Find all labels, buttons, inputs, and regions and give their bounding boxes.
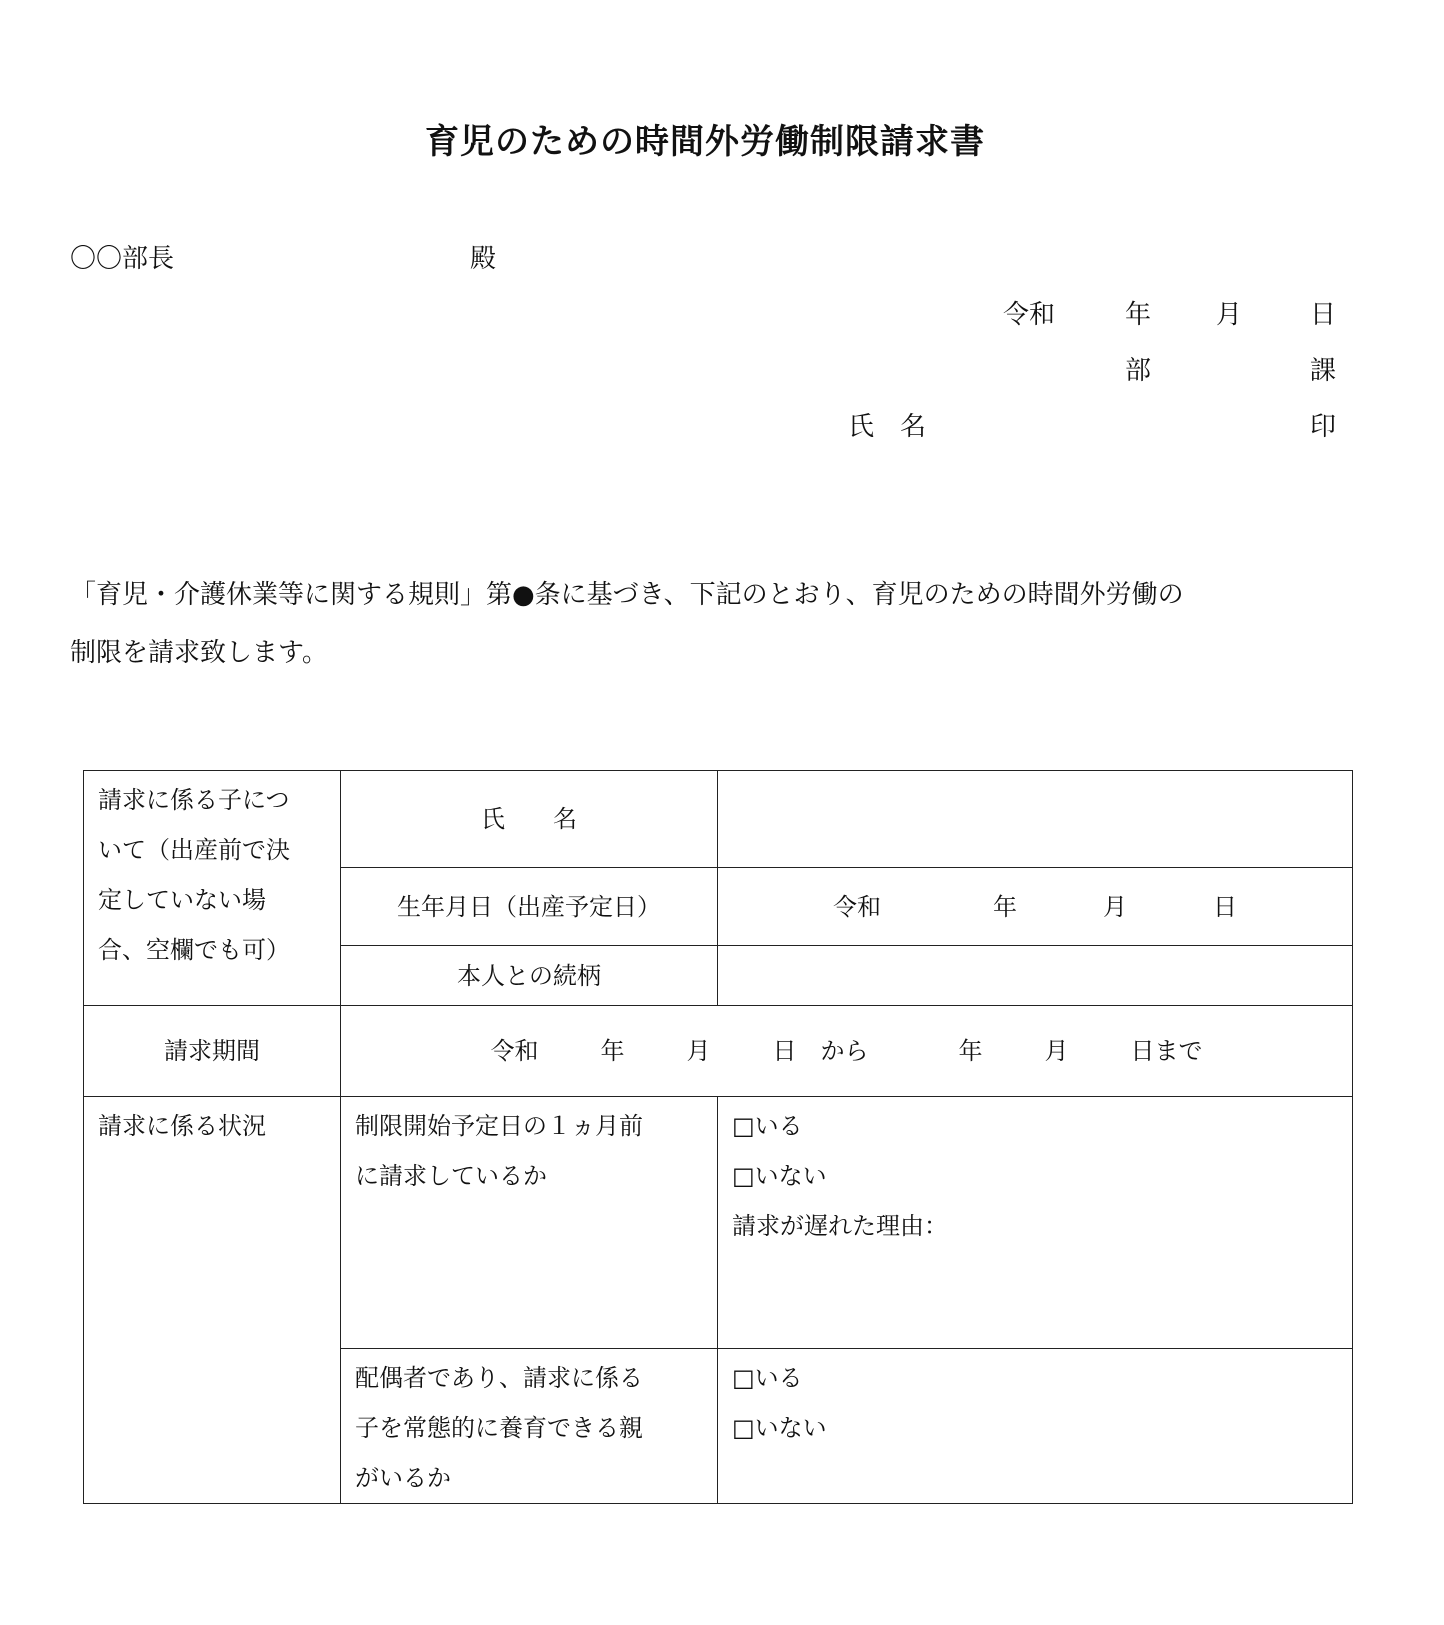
date-year: 年 [1125,300,1152,330]
q1-answer-cell [718,1097,1353,1349]
body-text-line2: 制限を請求致します。 [70,638,328,668]
situation-label: 請求に係る状況 [84,1097,341,1504]
q2-yes-checkbox[interactable]: □いる [732,1364,803,1392]
birth-year: 年 [993,892,1017,921]
child-name-label: 氏 名 [341,771,718,868]
q1-no-checkbox[interactable]: □いない [732,1162,827,1190]
q1-line: 制限開始予定日の１ヵ月前 [355,1112,643,1140]
period-year2: 年 [958,1037,983,1065]
addressee: 〇〇部長 [70,244,175,274]
period-until: 日まで [1130,1037,1203,1065]
q1-line: に請求しているか [355,1162,547,1190]
q2-line: 子を常態的に養育できる親 [355,1414,643,1442]
q2-label-cell [341,1349,718,1504]
birthdate-label: 生年月日（出産予定日） [341,868,718,946]
period-label: 請求期間 [84,1006,341,1097]
q1-yes-checkbox[interactable]: □いる [732,1112,803,1140]
period-era: 令和 [490,1037,539,1065]
q1-reason-label: 請求が遅れた理由： [732,1212,948,1240]
q2-no-checkbox[interactable]: □いない [732,1414,827,1442]
applicant-dept: 部 [1125,356,1152,386]
period-field[interactable] [341,1006,1353,1097]
date-month: 月 [1216,300,1243,330]
child-header-line: 請求に係る子につ [98,786,290,814]
period-from: から [820,1037,869,1065]
seal-mark: 印 [1310,412,1337,442]
birth-day: 日 [1213,892,1237,921]
birthdate-field[interactable] [718,868,1353,946]
child-header-line: 合、空欄でも可） [98,936,290,964]
child-name-field[interactable] [718,771,1353,868]
birth-month: 月 [1103,892,1127,921]
request-form-table [83,770,1353,1504]
date-day: 日 [1310,300,1337,330]
body-text-line1: 「育児・介護休業等に関する規則」第●条に基づき、下記のとおり、育児のための時間外労働の [70,580,1184,610]
honorific: 殿 [470,244,497,274]
applicant-name-label: 氏 名 [848,412,927,442]
period-year: 年 [600,1037,625,1065]
q2-answer-cell [718,1349,1353,1504]
period-month2: 月 [1044,1037,1069,1065]
relation-field[interactable] [718,946,1353,1006]
date-era: 令和 [1003,300,1056,330]
applicant-section: 課 [1310,356,1337,386]
child-header-line: いて（出産前で決 [98,836,290,864]
period-month: 月 [686,1037,711,1065]
relation-label: 本人との続柄 [341,946,718,1006]
page-title: 育児のための時間外労働制限請求書 [425,122,985,162]
q1-label-cell [341,1097,718,1349]
period-day: 日 [772,1037,797,1065]
birth-era: 令和 [833,892,881,921]
q2-line: がいるか [355,1464,451,1492]
q2-line: 配偶者であり、請求に係る [355,1364,643,1392]
child-header-line: 定していない場 [98,886,266,914]
child-header-cell [84,771,341,1006]
